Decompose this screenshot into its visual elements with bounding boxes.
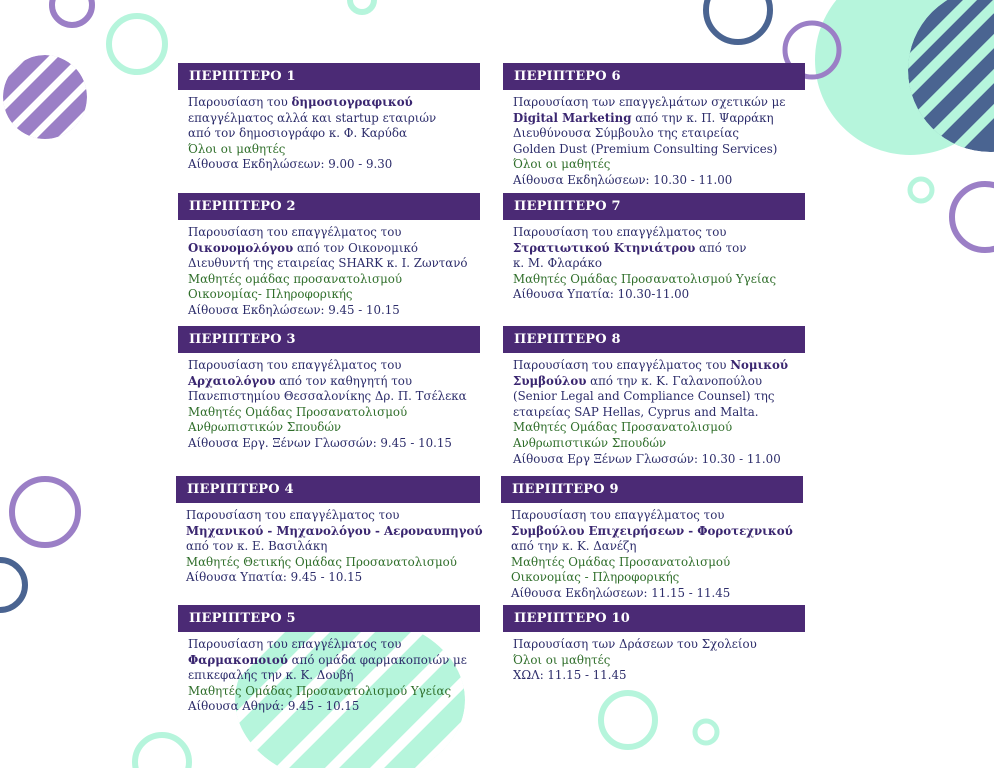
booth-2 [178, 193, 480, 319]
description-line: Παρουσίαση του επαγγέλματος του [188, 225, 402, 239]
venue-time: Αίθουσα Αθηνά: 9.45 - 10.15 [188, 699, 360, 714]
venue-time: Αίθουσα Εκδηλώσεων: 9.00 - 9.30 [188, 157, 393, 172]
booth-description [501, 503, 803, 602]
description-line: Μηχανικού - Μηχανολόγου - Αεροναυπηγού [186, 523, 483, 538]
description-line: Συμβούλου από την κ. Κ. Γαλανοπούλου [513, 373, 763, 388]
ring-decoration [12, 479, 78, 545]
booth-title: ΠΕΡΙΠΤΕΡΟ 1 [178, 63, 480, 90]
ring-decoration [0, 560, 25, 610]
description-line: Παρουσίαση των Δράσεων του Σχολείου [513, 637, 757, 651]
ring-decoration [695, 721, 717, 743]
ring-decoration [350, 0, 374, 12]
ring-decoration [706, 0, 770, 42]
audience-line: Μαθητές Θετικής Ομάδας Προσανατολισμού [186, 554, 457, 569]
description-line: Διευθυντή της εταιρείας SHARK κ. Ι. Ζωντανό [188, 256, 468, 271]
booth-description [176, 503, 483, 586]
description-line: από τον δημοσιογράφο κ. Φ. Καρύδα [188, 126, 407, 141]
description-line: Φαρμακοποιού από ομάδα φαρμακοποιών με [188, 652, 467, 667]
audience-line: Όλοι οι μαθητές [513, 157, 611, 172]
description-line: Οικονομολόγου από τον Οικονομικό [188, 240, 418, 255]
audience-line: Ανθρωπιστικών Σπουδών [188, 420, 342, 435]
booth-description [178, 220, 480, 319]
booth-5 [178, 605, 480, 715]
booth-title: ΠΕΡΙΠΤΕΡΟ 10 [503, 605, 805, 632]
audience-line: Μαθητές Ομάδας Προσανατολισμού [511, 554, 731, 569]
booth-title: ΠΕΡΙΠΤΕΡΟ 9 [501, 476, 803, 503]
description-line: εταιρείας SAP Hellas, Cyprus and Malta. [513, 404, 759, 419]
ring-decoration [910, 179, 932, 201]
ring-decoration [52, 0, 92, 25]
venue-time: Αίθουσα Εκδηλώσεων: 11.15 - 11.45 [511, 585, 731, 600]
description-line: επαγγέλματος αλλά και startup εταιριών [188, 110, 437, 125]
audience-line: Οικονομίας - Πληροφορικής [511, 570, 680, 585]
description-line: Συμβούλου Επιχειρήσεων - Φοροτεχνικού [511, 523, 793, 538]
booth-description [178, 90, 480, 173]
description-line: Παρουσίαση των επαγγελμάτων σχετικών με [513, 95, 786, 109]
audience-line: Μαθητές Ομάδας Προσανατολισμού [188, 404, 408, 419]
booth-description [178, 353, 480, 452]
audience-line: Μαθητές Ομάδας Προσανατολισμού Υγείας [513, 271, 777, 286]
description-line: Golden Dust (Premium Consulting Services) [513, 141, 778, 156]
booth-8 [503, 326, 805, 467]
venue-time: ΧΩΛ: 11.15 - 11.45 [513, 668, 627, 683]
booth-description [178, 632, 480, 715]
booth-title: ΠΕΡΙΠΤΕΡΟ 6 [503, 63, 805, 90]
venue-time: Αίθουσα Εργ. Ξένων Γλωσσών: 9.45 - 10.15 [188, 435, 452, 450]
venue-time: Αίθουσα Υπατία: 10.30-11.00 [513, 287, 690, 302]
booth-title: ΠΕΡΙΠΤΕΡΟ 4 [176, 476, 480, 503]
description-line: από την κ. Κ. Δανέζη [511, 539, 637, 554]
ring-decoration [952, 184, 994, 250]
booth-description [503, 353, 805, 467]
ring-decoration [109, 16, 165, 72]
description-line: Παρουσίαση του επαγγέλματος του Νομικού [513, 358, 789, 372]
description-line: κ. Μ. Φλαράκο [513, 256, 602, 271]
description-line: Digital Marketing από την κ. Π. Ψαρράκη [513, 110, 774, 125]
booth-7 [503, 193, 805, 303]
audience-line: Οικονομίας- Πληροφορικής [188, 287, 353, 302]
venue-time: Αίθουσα Υπατία: 9.45 - 10.15 [186, 570, 363, 585]
description-line: Παρουσίαση του επαγγέλματος του [186, 508, 400, 522]
booth-6 [503, 63, 805, 189]
description-line: Πανεπιστημίου Θεσσαλονίκης Δρ. Π. Τσέλεκα [188, 389, 467, 404]
booth-title: ΠΕΡΙΠΤΕΡΟ 2 [178, 193, 480, 220]
striped-circle-decoration [0, 20, 135, 195]
audience-line: Μαθητές Ομάδας Προσανατολισμού [513, 420, 733, 435]
description-line: Παρουσίαση του επαγγέλματος του [188, 637, 402, 651]
description-line: Αρχαιολόγου από τον καθηγητή του [188, 373, 413, 388]
booth-description [503, 632, 805, 684]
booth-3 [178, 326, 480, 452]
venue-time: Αίθουσα Εκδηλώσεων: 10.30 - 11.00 [513, 172, 733, 187]
booth-title: ΠΕΡΙΠΤΕΡΟ 3 [178, 326, 480, 353]
description-line: Παρουσίαση του επαγγέλματος του [511, 508, 725, 522]
booth-title: ΠΕΡΙΠΤΕΡΟ 5 [178, 605, 480, 632]
venue-time: Αίθουσα Εκδηλώσεων: 9.45 - 10.15 [188, 302, 400, 317]
booth-9 [501, 476, 803, 602]
description-line: Παρουσίαση του δημοσιογραφικού [188, 95, 413, 109]
description-line: Διευθύνουσα Σύμβουλο της εταιρείας [513, 126, 739, 141]
booth-title: ΠΕΡΙΠΤΕΡΟ 7 [503, 193, 805, 220]
description-line: επικεφαλής την κ. Κ. Δουβή [188, 668, 354, 683]
venue-time: Αίθουσα Εργ Ξένων Γλωσσών: 10.30 - 11.00 [513, 451, 781, 466]
audience-line: Όλοι οι μαθητές [188, 141, 286, 156]
booth-10 [503, 605, 805, 684]
booth-title: ΠΕΡΙΠΤΕΡΟ 8 [503, 326, 805, 353]
audience-line: Όλοι οι μαθητές [513, 652, 611, 667]
audience-line: Μαθητές ομάδας προσανατολισμού [188, 271, 403, 286]
booth-4 [176, 476, 483, 586]
booth-1 [178, 63, 480, 173]
booth-description [503, 220, 805, 303]
description-line: Παρουσίαση του επαγγέλματος του [513, 225, 727, 239]
description-line: Στρατιωτικού Κτηνιάτρου από τον [513, 240, 747, 255]
booth-description [503, 90, 805, 189]
ring-decoration [135, 735, 189, 768]
description-line: από τον κ. Ε. Βασιλάκη [186, 539, 328, 554]
audience-line: Μαθητές Ομάδας Προσανατολισμού Υγείας [188, 683, 452, 698]
description-line: (Senior Legal and Compliance Counsel) της [513, 389, 775, 404]
ring-decoration [601, 693, 655, 747]
description-line: Παρουσίαση του επαγγέλματος του [188, 358, 402, 372]
audience-line: Ανθρωπιστικών Σπουδών [513, 435, 667, 450]
